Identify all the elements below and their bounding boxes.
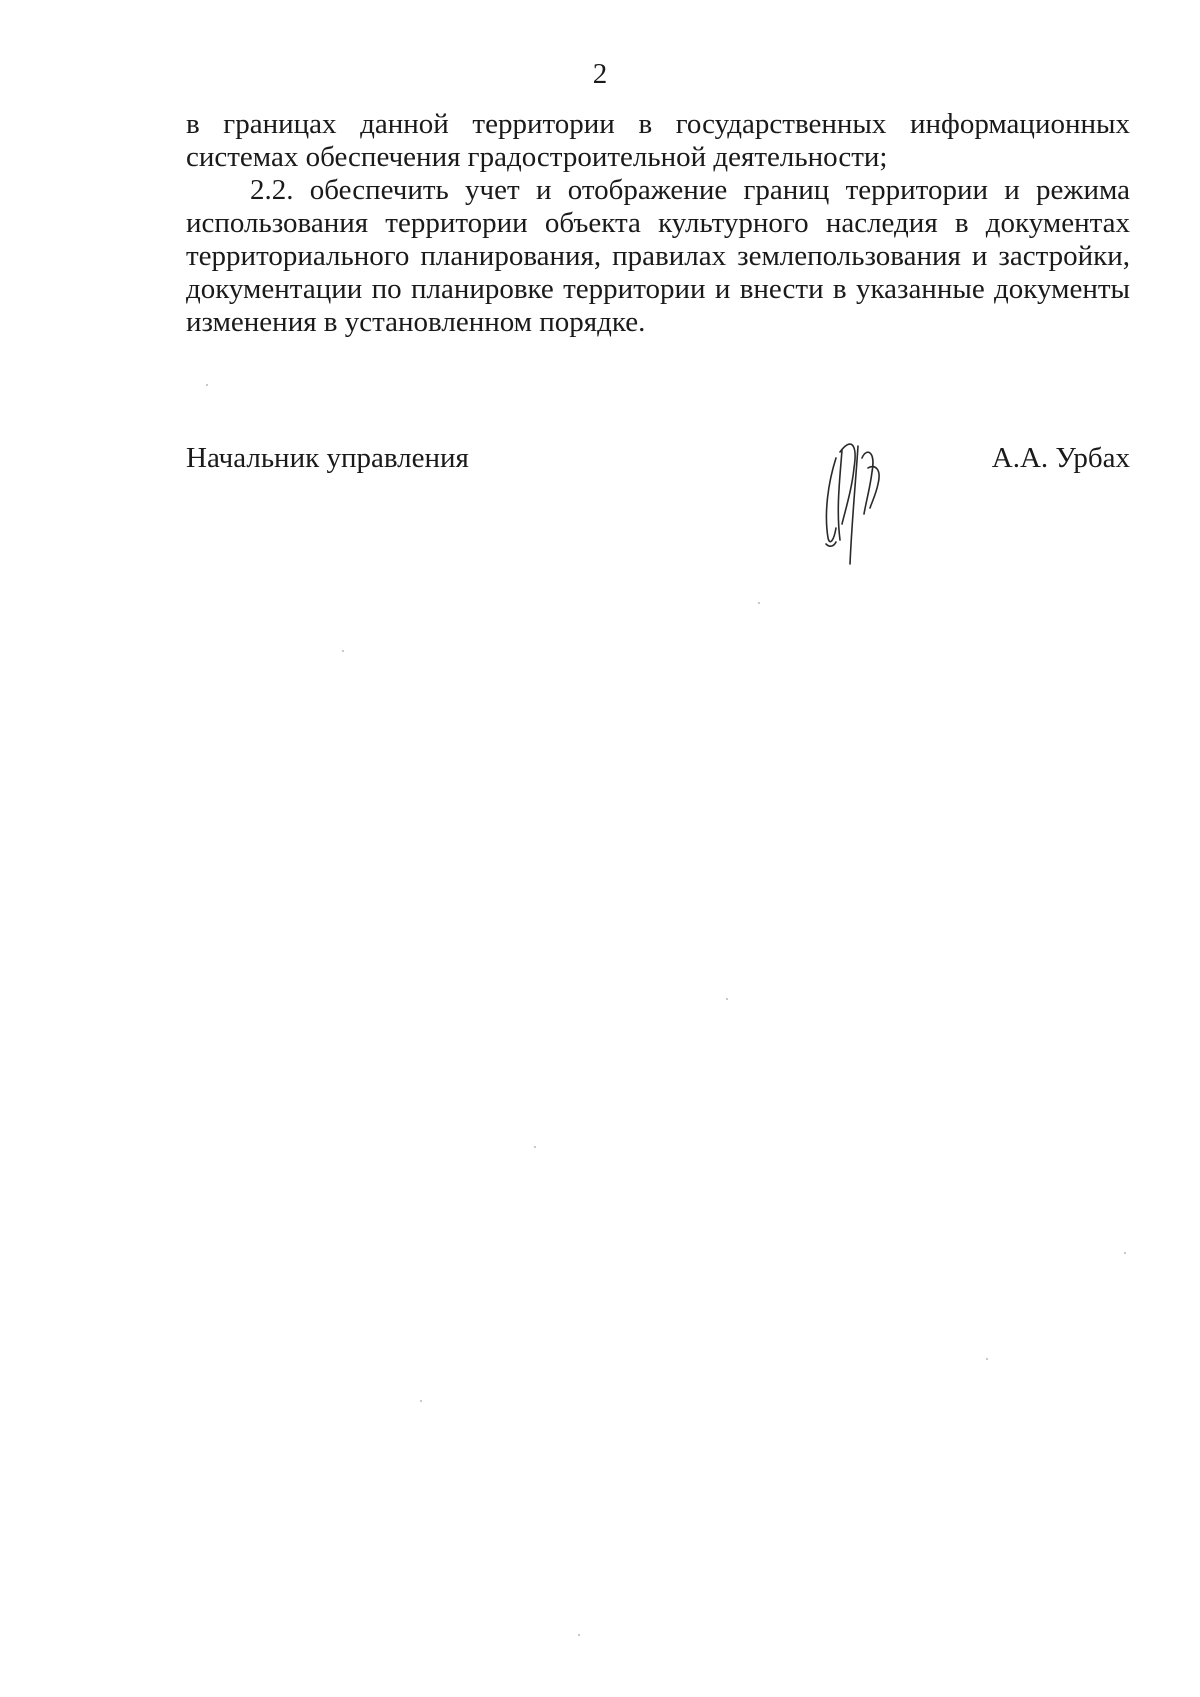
scan-speck (986, 1358, 988, 1360)
paragraph-continuation: в границах данной территории в государственных информационных системах обеспечения градостроительной деятельности; (186, 108, 1130, 173)
page-number: 2 (592, 58, 608, 90)
scan-speck (420, 1400, 422, 1402)
scan-speck (206, 384, 208, 386)
scan-speck (758, 602, 760, 604)
scan-speck (342, 650, 344, 652)
scan-speck (1124, 1252, 1126, 1254)
scan-speck (534, 1146, 536, 1148)
signatory-name: А.А. Урбах (991, 442, 1130, 474)
paragraph-item-2-2: 2.2. обеспечить учет и отображение границ территории и режима использования территории объекта культурного наследия в документах территориального планирования, правилах землепользования и застройки, документации по планировке территории и внести в указанные документы изменения в установленном порядке. (186, 174, 1130, 338)
signature-block (186, 440, 1130, 580)
document-body (186, 108, 1130, 339)
signatory-position: Начальник управления (186, 442, 469, 474)
scan-speck (726, 998, 728, 1000)
handwritten-signature (806, 428, 916, 568)
scan-speck (578, 1634, 580, 1636)
